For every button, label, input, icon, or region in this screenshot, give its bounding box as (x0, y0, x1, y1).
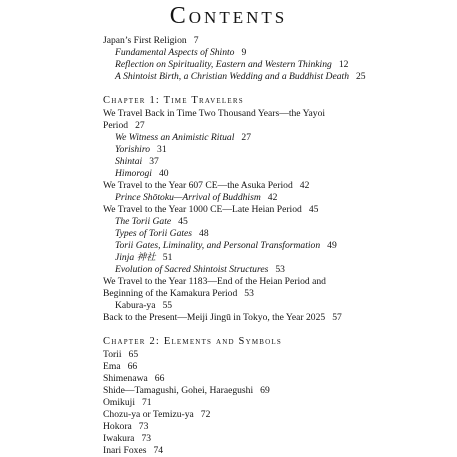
toc-entry-page-number: 42 (267, 192, 278, 203)
toc-entry-title: The Torii Gate (115, 216, 172, 227)
toc-entry-title: A Shintoist Birth, a Christian Wedding and a Buddhist Death (115, 71, 349, 82)
toc-entry-title: Hokora (103, 421, 132, 432)
toc-entry-page-number: 72 (200, 409, 211, 420)
toc-entry-title: Ema (103, 361, 121, 372)
toc-entry (115, 47, 246, 59)
toc-entry-title: Yorishiro (115, 144, 151, 155)
page-title: Contents (169, 3, 288, 29)
toc-entry-page-number: 12 (338, 59, 349, 70)
toc-entry (103, 35, 198, 47)
toc-entry-title: Himorogi (115, 168, 152, 179)
toc-entry-page-number: 45 (308, 204, 319, 215)
toc-entry (115, 228, 209, 240)
toc-entry-page-number: 31 (157, 144, 167, 155)
toc-entry-title: Period (103, 120, 129, 131)
toc-entry-title: Shintai (115, 156, 143, 167)
toc-entry-page-number: 25 (356, 71, 366, 82)
toc-entry-page-number: 66 (127, 361, 138, 372)
toc-entry-page-number: 69 (260, 385, 270, 396)
toc-entry-page-number: 73 (138, 421, 149, 432)
toc-entry (103, 120, 145, 132)
toc-entry (115, 144, 167, 156)
toc-entry-page-number: 51 (162, 252, 173, 263)
toc-entry-title: Evolution of Sacred Shintoist Structures (115, 264, 269, 275)
toc-entry-title: Chozu-ya or Temizu-ya (103, 409, 194, 420)
toc-entry (103, 312, 342, 324)
toc-entry-title: We Travel to the Year 1000 CE—Late Heian Period (103, 204, 302, 215)
toc-entry-page-number: 55 (162, 300, 173, 311)
toc-entry (115, 132, 251, 144)
toc-entry (103, 288, 254, 300)
toc-entry-title: Beginning of the Kamakura Period (103, 288, 238, 299)
toc-entry-title: Inari Foxes (103, 445, 147, 456)
toc-entry (103, 433, 151, 445)
toc-entry (103, 397, 152, 409)
toc-entry-title: Torii Gates, Liminality, and Personal Transformation (115, 240, 321, 251)
toc-entry-page-number: 49 (327, 240, 337, 251)
toc-entry-page-number: 53 (275, 264, 285, 275)
toc-entry (115, 240, 337, 252)
toc-entry-title: Torii (103, 349, 122, 360)
toc-entry-page-number: 66 (154, 373, 165, 384)
toc-entry (115, 168, 169, 180)
toc-entry-page-number: 27 (241, 132, 251, 143)
toc-entry-page-number: 27 (135, 120, 145, 131)
toc-entry (115, 71, 366, 83)
toc-entry (103, 373, 164, 385)
toc-entry-page-number: 73 (141, 433, 152, 444)
toc-entry (103, 421, 148, 433)
toc-entry (115, 192, 277, 204)
toc-entry-title: We Travel to the Year 607 CE—the Asuka Period (103, 180, 293, 191)
toc-entry (103, 108, 325, 120)
toc-entry-title: Types of Torii Gates (115, 228, 193, 239)
toc-entry-title: Omikuji (103, 397, 135, 408)
toc-entry-page-number: 42 (299, 180, 310, 191)
toc-entry (115, 252, 172, 264)
toc-entry-title: Shimenawa (103, 373, 148, 384)
toc-entry (103, 361, 137, 373)
toc-entry-title: We Witness an Animistic Ritual (115, 132, 235, 143)
toc-entry (115, 59, 348, 71)
toc-entry (103, 276, 326, 288)
toc-entry (115, 264, 285, 276)
toc-entry-title: Back to the Present—Meiji Jingū in Tokyo, the Year 2025 (103, 312, 326, 323)
chapter-heading: Chapter 2: Elements and Symbols (103, 336, 282, 347)
toc-entry (103, 349, 138, 361)
toc-entry-title: We Travel to the Year 1183—End of the Heian Period and (103, 276, 326, 287)
toc-entry-title: Japan’s First Religion (103, 35, 187, 46)
toc-entry-title: Jinja 神社 (115, 252, 156, 263)
toc-entry-page-number: 71 (141, 397, 152, 408)
toc-entry-page-number: 45 (178, 216, 188, 227)
chapter-heading: Chapter 1: Time Travelers (103, 95, 244, 106)
toc-entry (115, 216, 188, 228)
toc-entry (103, 385, 270, 397)
toc-entry (103, 204, 318, 216)
toc-entry-page-number: 40 (158, 168, 169, 179)
toc-entry (103, 180, 309, 192)
toc-entry-page-number: 7 (193, 35, 199, 46)
toc-entry-title: Iwakura (103, 433, 135, 444)
toc-entry-page-number: 57 (332, 312, 342, 323)
toc-entry (115, 156, 159, 168)
toc-entry-title: Shide—Tamagushi, Gohei, Haraegushi (103, 385, 254, 396)
toc-entry (115, 300, 172, 312)
toc-entry-page-number: 65 (128, 349, 139, 360)
toc-entry-page-number: 9 (241, 47, 247, 58)
toc-entry (103, 409, 210, 421)
toc-entry-title: Kabura-ya (115, 300, 156, 311)
toc-entry-page-number: 74 (153, 445, 164, 456)
toc-entry-title: We Travel Back in Time Two Thousand Years—the Yayoi (103, 108, 326, 119)
toc-entry-page-number: 48 (199, 228, 209, 239)
toc-entry-title: Reflection on Spirituality, Eastern and Western Thinking (115, 59, 332, 70)
toc-entry-title: Prince Shōtoku—Arrival of Buddhism (115, 192, 261, 203)
toc-entry-title: Fundamental Aspects of Shinto (115, 47, 235, 58)
toc-entry-page-number: 53 (244, 288, 254, 299)
toc-entry (103, 445, 163, 457)
toc-entry-page-number: 37 (149, 156, 159, 167)
